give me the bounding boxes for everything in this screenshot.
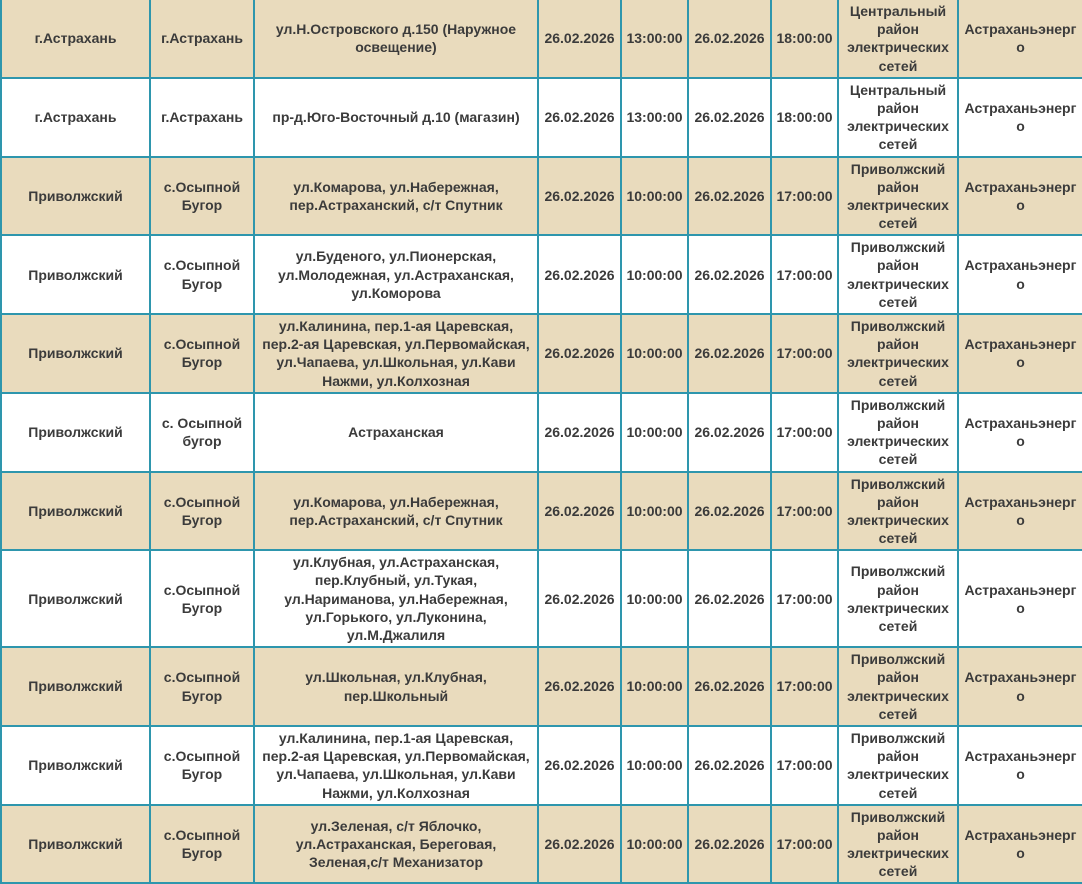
- cell-network-district: Приволжский район электрических сетей: [838, 235, 958, 314]
- cell-date-end: 26.02.2026: [688, 157, 771, 236]
- cell-network-district: Приволжский район электрических сетей: [838, 550, 958, 647]
- cell-time-end: 17:00:00: [771, 550, 838, 647]
- cell-district: Приволжский: [1, 805, 150, 884]
- cell-date-start: 26.02.2026: [538, 805, 621, 884]
- cell-company: Астраханьэнерго: [958, 726, 1082, 805]
- cell-time-start: 10:00:00: [621, 805, 688, 884]
- cell-streets: ул.Зеленая, с/т Яблочко, ул.Астраханская, Береговая, Зеленая,с/т Механизатор: [254, 805, 538, 884]
- cell-date-end: 26.02.2026: [688, 314, 771, 393]
- cell-date-end: 26.02.2026: [688, 550, 771, 647]
- cell-streets: ул.Комарова, ул.Набережная, пер.Астраханский, с/т Спутник: [254, 472, 538, 551]
- cell-district: г.Астрахань: [1, 78, 150, 157]
- cell-settlement: с.Осыпной Бугор: [150, 157, 254, 236]
- table-row: [1, 726, 1082, 805]
- cell-time-end: 17:00:00: [771, 393, 838, 472]
- table-row: [1, 647, 1082, 726]
- cell-district: Приволжский: [1, 314, 150, 393]
- cell-time-end: 18:00:00: [771, 78, 838, 157]
- cell-date-end: 26.02.2026: [688, 805, 771, 884]
- cell-company: Астраханьэнерго: [958, 0, 1082, 78]
- cell-time-start: 10:00:00: [621, 157, 688, 236]
- cell-district: Приволжский: [1, 647, 150, 726]
- cell-network-district: Приволжский район электрических сетей: [838, 314, 958, 393]
- cell-company: Астраханьэнерго: [958, 805, 1082, 884]
- table-row: [1, 157, 1082, 236]
- cell-date-start: 26.02.2026: [538, 157, 621, 236]
- cell-company: Астраханьэнерго: [958, 314, 1082, 393]
- cell-streets: пр-д.Юго-Восточный д.10 (магазин): [254, 78, 538, 157]
- cell-district: Приволжский: [1, 393, 150, 472]
- cell-company: Астраханьэнерго: [958, 235, 1082, 314]
- cell-date-end: 26.02.2026: [688, 393, 771, 472]
- cell-settlement: г.Астрахань: [150, 0, 254, 78]
- cell-date-start: 26.02.2026: [538, 726, 621, 805]
- cell-date-start: 26.02.2026: [538, 235, 621, 314]
- cell-time-start: 10:00:00: [621, 393, 688, 472]
- cell-settlement: г.Астрахань: [150, 78, 254, 157]
- cell-network-district: Приволжский район электрических сетей: [838, 647, 958, 726]
- cell-date-start: 26.02.2026: [538, 472, 621, 551]
- cell-streets: ул.Буденого, ул.Пионерская, ул.Молодежная, ул.Астраханская, ул.Коморова: [254, 235, 538, 314]
- cell-network-district: Центральный район электрических сетей: [838, 0, 958, 78]
- table-row: [1, 805, 1082, 884]
- cell-streets: ул.Н.Островского д.150 (Наружное освещение): [254, 0, 538, 78]
- cell-network-district: Приволжский район электрических сетей: [838, 805, 958, 884]
- cell-district: г.Астрахань: [1, 0, 150, 78]
- cell-time-start: 10:00:00: [621, 235, 688, 314]
- cell-network-district: Приволжский район электрических сетей: [838, 157, 958, 236]
- cell-time-start: 10:00:00: [621, 726, 688, 805]
- cell-time-end: 17:00:00: [771, 647, 838, 726]
- cell-company: Астраханьэнерго: [958, 78, 1082, 157]
- cell-streets: ул.Клубная, ул.Астраханская, пер.Клубный, ул.Тукая, ул.Нариманова, ул.Набережная, ул.Горького, ул.Луконина, ул.М.Джалиля: [254, 550, 538, 647]
- cell-streets: ул.Калинина, пер.1-ая Царевская, пер.2-ая Царевская, ул.Первомайская, ул.Чапаева, ул.Школьная, ул.Кави Нажми, ул.Колхозная: [254, 726, 538, 805]
- cell-network-district: Центральный район электрических сетей: [838, 78, 958, 157]
- cell-district: Приволжский: [1, 550, 150, 647]
- cell-date-end: 26.02.2026: [688, 647, 771, 726]
- cell-date-end: 26.02.2026: [688, 0, 771, 78]
- cell-time-start: 10:00:00: [621, 472, 688, 551]
- cell-date-start: 26.02.2026: [538, 647, 621, 726]
- cell-district: Приволжский: [1, 472, 150, 551]
- cell-streets: ул.Калинина, пер.1-ая Царевская, пер.2-ая Царевская, ул.Первомайская, ул.Чапаева, ул.Школьная, ул.Кави Нажми, ул.Колхозная: [254, 314, 538, 393]
- cell-time-start: 10:00:00: [621, 647, 688, 726]
- cell-network-district: Приволжский район электрических сетей: [838, 472, 958, 551]
- cell-time-end: 17:00:00: [771, 235, 838, 314]
- cell-time-end: 17:00:00: [771, 805, 838, 884]
- cell-time-end: 18:00:00: [771, 0, 838, 78]
- cell-streets: ул.Школьная, ул.Клубная, пер.Школьный: [254, 647, 538, 726]
- cell-streets: ул.Комарова, ул.Набережная, пер.Астраханский, с/т Спутник: [254, 157, 538, 236]
- cell-district: Приволжский: [1, 235, 150, 314]
- table-row: [1, 78, 1082, 157]
- cell-time-start: 10:00:00: [621, 550, 688, 647]
- table-row: [1, 0, 1082, 78]
- table-row: [1, 393, 1082, 472]
- cell-settlement: с. Осыпной бугор: [150, 393, 254, 472]
- cell-company: Астраханьэнерго: [958, 157, 1082, 236]
- table-row: [1, 472, 1082, 551]
- cell-network-district: Приволжский район электрических сетей: [838, 393, 958, 472]
- cell-date-end: 26.02.2026: [688, 472, 771, 551]
- table-row: [1, 235, 1082, 314]
- cell-time-start: 10:00:00: [621, 314, 688, 393]
- cell-company: Астраханьэнерго: [958, 647, 1082, 726]
- cell-time-end: 17:00:00: [771, 726, 838, 805]
- cell-date-start: 26.02.2026: [538, 314, 621, 393]
- cell-company: Астраханьэнерго: [958, 550, 1082, 647]
- cell-time-end: 17:00:00: [771, 157, 838, 236]
- cell-settlement: с.Осыпной Бугор: [150, 726, 254, 805]
- cell-company: Астраханьэнерго: [958, 393, 1082, 472]
- cell-settlement: с.Осыпной Бугор: [150, 550, 254, 647]
- cell-date-end: 26.02.2026: [688, 235, 771, 314]
- cell-date-start: 26.02.2026: [538, 78, 621, 157]
- cell-settlement: с.Осыпной Бугор: [150, 314, 254, 393]
- cell-settlement: с.Осыпной Бугор: [150, 235, 254, 314]
- cell-date-start: 26.02.2026: [538, 0, 621, 78]
- cell-settlement: с.Осыпной Бугор: [150, 472, 254, 551]
- cell-district: Приволжский: [1, 726, 150, 805]
- cell-settlement: с.Осыпной Бугор: [150, 805, 254, 884]
- table-row: [1, 550, 1082, 647]
- cell-network-district: Приволжский район электрических сетей: [838, 726, 958, 805]
- cell-time-start: 13:00:00: [621, 78, 688, 157]
- cell-time-end: 17:00:00: [771, 314, 838, 393]
- cell-company: Астраханьэнерго: [958, 472, 1082, 551]
- cell-time-start: 13:00:00: [621, 0, 688, 78]
- cell-date-start: 26.02.2026: [538, 393, 621, 472]
- cell-date-start: 26.02.2026: [538, 550, 621, 647]
- cell-date-end: 26.02.2026: [688, 78, 771, 157]
- cell-date-end: 26.02.2026: [688, 726, 771, 805]
- table-row: [1, 314, 1082, 393]
- cell-streets: Астраханская: [254, 393, 538, 472]
- cell-settlement: с.Осыпной Бугор: [150, 647, 254, 726]
- cell-time-end: 17:00:00: [771, 472, 838, 551]
- cell-district: Приволжский: [1, 157, 150, 236]
